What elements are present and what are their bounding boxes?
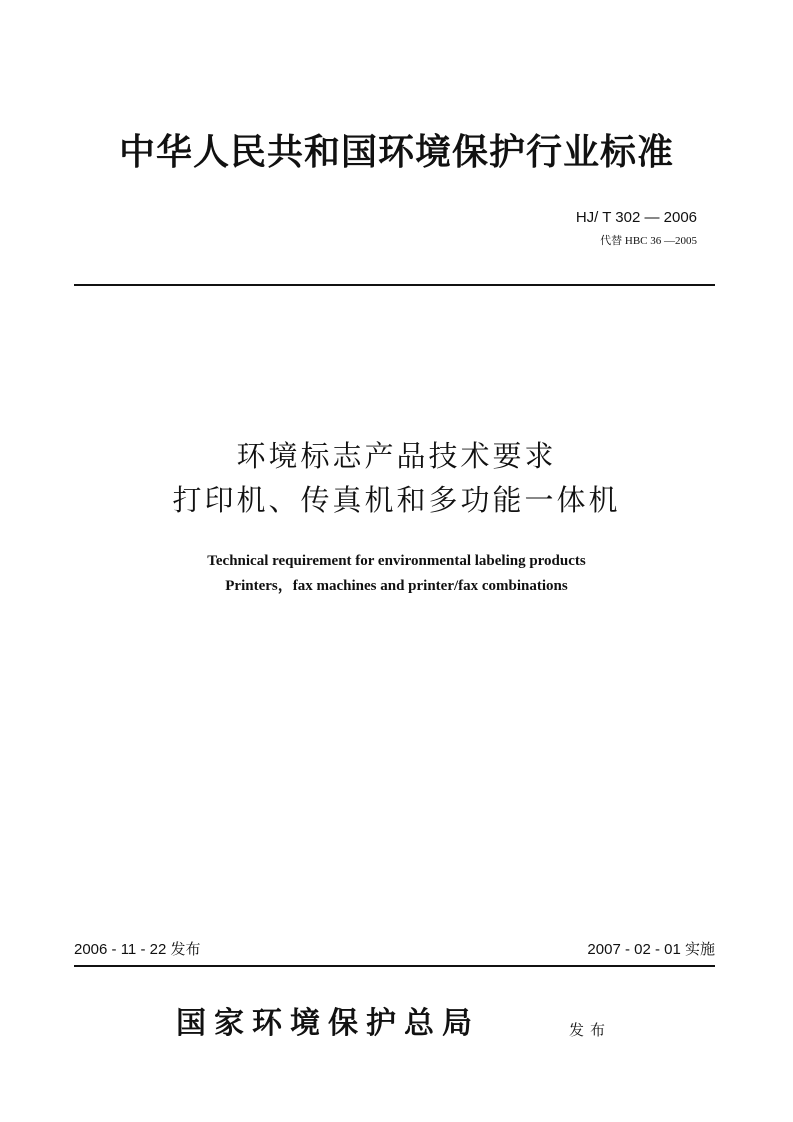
english-title-line-2: Printers，fax machines and printer/fax combinations: [225, 578, 568, 594]
issue-date: 2006 - 11 - 22 发布: [74, 941, 201, 958]
english-title-line-1: Technical requirement for environmental labeling products: [207, 553, 586, 569]
chinese-title-line-1: 环境标志产品技术要求: [236, 439, 557, 473]
top-divider: [74, 284, 715, 286]
chinese-title-line-2: 打印机、传真机和多功能一体机: [172, 483, 621, 517]
replaces-standard-note: 代替 HBC 36 —2005: [600, 235, 697, 247]
bottom-divider: [74, 965, 715, 967]
publish-label: 发布: [569, 1021, 612, 1039]
implementation-date: 2007 - 02 - 01 实施: [587, 941, 715, 958]
publisher-name: 国家环境保护总局: [176, 1006, 480, 1041]
standard-number: HJ/ T 302 — 2006: [575, 209, 697, 226]
standard-category-heading: 中华人民共和国环境保护行业标准: [118, 131, 674, 173]
